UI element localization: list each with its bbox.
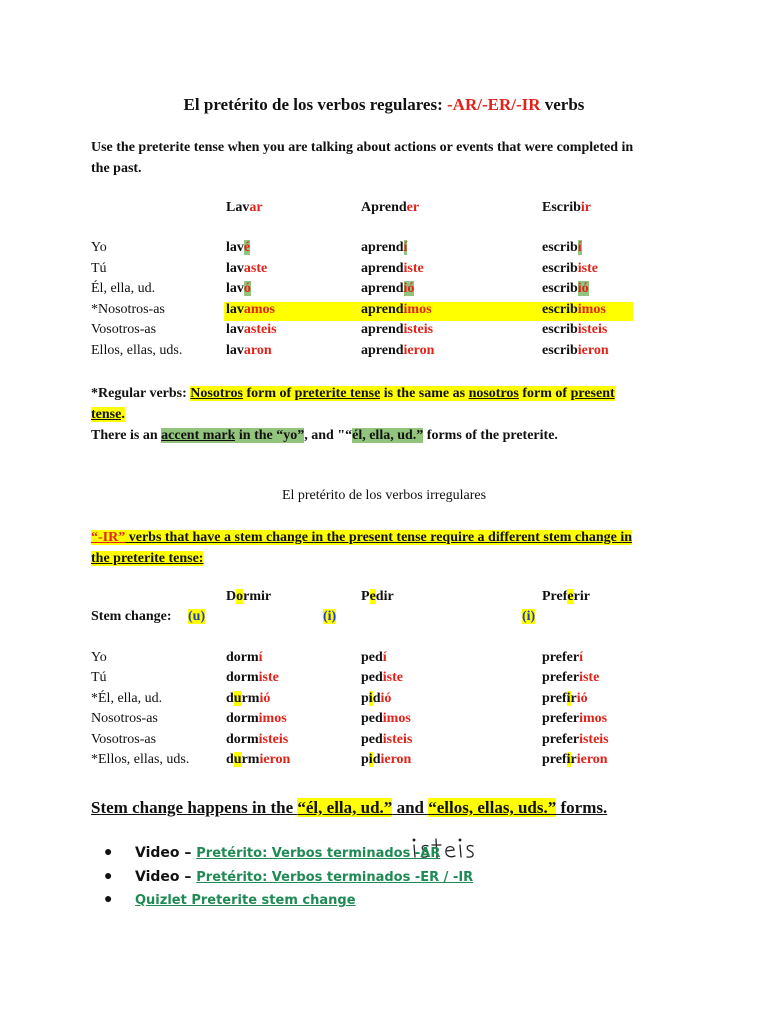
pronoun-label: Yo <box>91 240 107 255</box>
conjugation-cell: dormí <box>226 650 263 665</box>
stem-change-preferir: (i) <box>522 609 536 624</box>
conjugation-cell: aprendimos <box>361 301 432 317</box>
conjugation-cell: durmió <box>226 690 271 706</box>
header-pedir: Pedir <box>361 589 394 604</box>
pronoun-label: *Ellos, ellas, uds. <box>91 752 190 767</box>
conjugation-cell: aprendiste <box>361 260 424 276</box>
conjugation-cell: pedimos <box>361 711 411 727</box>
pronoun-label: Él, ella, ud. <box>91 281 156 297</box>
conjugation-cell: escribió <box>542 281 589 297</box>
conjugation-cell: lavamos <box>226 301 276 317</box>
stem-change-label: Stem change: <box>91 609 172 624</box>
header-lavar: Lavar <box>226 200 263 215</box>
pronoun-label: Tú <box>91 260 107 276</box>
list-item <box>135 892 356 908</box>
conjugation-cell: escribimos <box>542 301 606 317</box>
conjugation-cell: escribiste <box>542 260 598 276</box>
video-ar-link[interactable]: Pretérito: Verbos terminados -AR <box>196 846 441 861</box>
pronoun-label: Nosotros-as <box>91 711 158 727</box>
list-item: Video – Pretérito: Verbos terminados -AR <box>135 845 441 861</box>
conjugation-cell: pediste <box>361 670 404 686</box>
conjugation-cell: prefirieron <box>542 752 608 767</box>
irregular-title: El pretérito de los verbos irregulares <box>281 488 487 503</box>
conjugation-cell: pedisteis <box>361 731 413 747</box>
header-dormir: Dormir <box>226 589 272 604</box>
conjugation-cell: dormiste <box>226 670 279 686</box>
conjugation-cell: lavé <box>226 240 251 255</box>
list-item: Video – Pretérito: Verbos terminados -ER / -IR <box>135 869 474 885</box>
conjugation-cell: dormisteis <box>226 731 289 747</box>
pronoun-label: Vosotros-as <box>91 322 157 338</box>
accent-note: There is an accent mark in the “yo”, and "“él, ella, ud.” forms of the preterite. <box>91 428 558 443</box>
conjugation-cell: preferí <box>542 650 583 665</box>
conjugation-cell: lavaste <box>226 260 268 276</box>
ir-note: “-IR” verbs that have a stem change in the present tense require a different stem change in the preterite tense: <box>91 530 633 566</box>
bullet-icon: ● <box>104 892 113 907</box>
conjugation-cell: preferisteis <box>542 731 609 747</box>
conjugation-cell: escribieron <box>542 343 609 358</box>
conjugation-cell: aprendí <box>361 240 408 255</box>
conjugation-cell: lavó <box>226 281 251 297</box>
pronoun-label: *Nosotros-as <box>91 301 165 317</box>
conjugation-cell: aprendió <box>361 281 415 297</box>
pronoun-label: Ellos, ellas, uds. <box>91 343 183 358</box>
bullet-icon: ● <box>104 869 113 884</box>
conjugation-cell: dormimos <box>226 711 287 727</box>
conjugation-cell: aprendisteis <box>361 322 434 338</box>
conjugation-cell: escribí <box>542 240 582 255</box>
conjugation-cell: preferiste <box>542 670 600 686</box>
pronoun-label: *Él, ella, ud. <box>91 690 163 706</box>
conjugation-cell: pedí <box>361 650 387 665</box>
conjugation-cell: prefirió <box>542 690 588 706</box>
stem-change-pedir: (i) <box>323 609 337 624</box>
stem-change-heading: Stem change happens in the “él, ella, ud.” and “ellos, ellas, uds.” forms. <box>91 798 608 817</box>
quizlet-link[interactable]: Quizlet Preterite stem change <box>135 893 356 908</box>
pronoun-label: Vosotros-as <box>91 731 157 747</box>
intro-text: Use the preterite tense when you are talking about actions or events that were completed in the past. <box>91 140 634 176</box>
header-aprender: Aprender <box>361 200 420 215</box>
conjugation-cell: pidió <box>361 690 392 706</box>
conjugation-cell: lavasteis <box>226 322 277 338</box>
header-escribir: Escribir <box>542 200 591 215</box>
conjugation-cell: preferimos <box>542 711 608 727</box>
pronoun-label: Yo <box>91 650 107 665</box>
stem-change-dormir: (u) <box>188 609 206 624</box>
bullet-icon: ● <box>104 845 113 860</box>
conjugation-cell: pidieron <box>361 752 412 767</box>
conjugation-cell: aprendieron <box>361 343 435 358</box>
conjugation-cell: escribisteis <box>542 322 608 338</box>
video-er-ir-link[interactable]: Pretérito: Verbos terminados -ER / -IR <box>196 870 474 885</box>
conjugation-cell: durmieron <box>226 752 291 767</box>
pronoun-label: Tú <box>91 670 107 686</box>
header-preferir: Preferir <box>542 589 590 604</box>
regular-note: *Regular verbs: Nosotros form of preterite tense is the same as nosotros form of present tense. There is an accent mark in the “yo”, and "“él, ella, ud.” forms of the preterite. <box>91 383 615 446</box>
conjugation-cell: lavaron <box>226 343 272 358</box>
page-title: El pretérito de los verbos regulares: -AR/-ER/-IR verbs <box>183 95 585 114</box>
